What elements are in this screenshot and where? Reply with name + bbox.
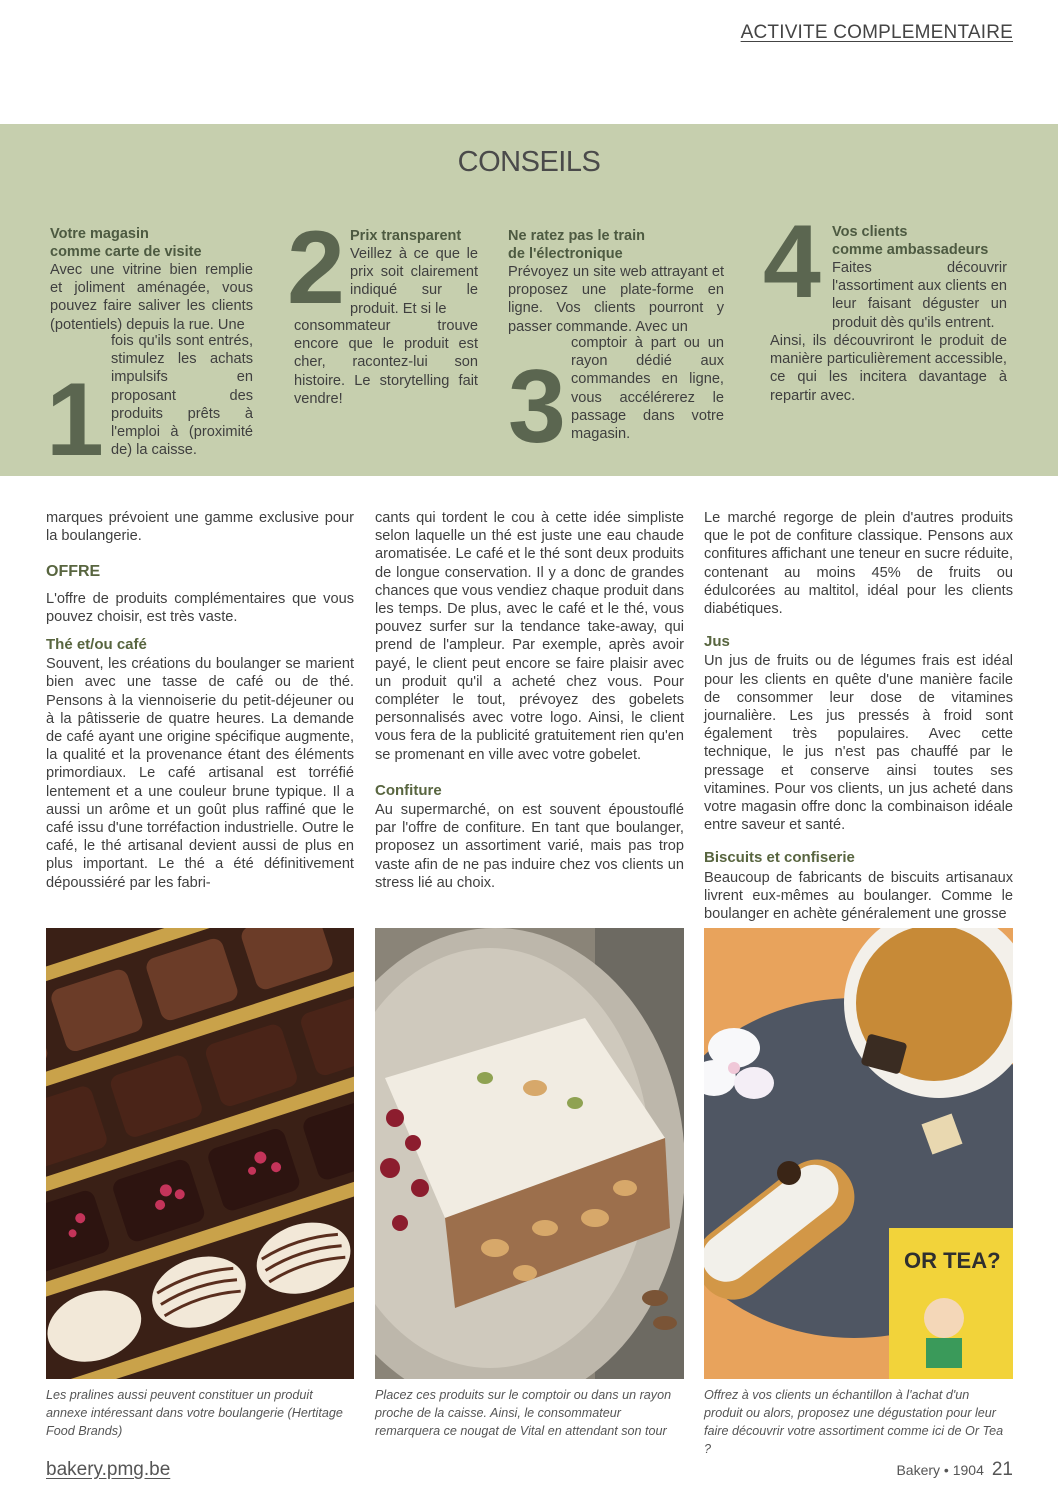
the-cafe-heading: Thé et/ou café (46, 636, 147, 654)
tea-illustration (704, 928, 1013, 1379)
biscuits-text: Beaucoup de fabricants de biscuits artisanaux livrent eux-mêmes au boulanger. Comme le boulanger en achète généralement une grosse (704, 869, 1013, 923)
tip-4-heading-line1: Vos clients (832, 224, 908, 240)
tea-caption: Offrez à vos clients un échantillon à l'achat d'un produit ou alors, proposez une dégustation pour leur faire découvrir votre assortiment comme ici de Or Tea ? (704, 1388, 1004, 1456)
nougat-photo (375, 928, 684, 1379)
pralines-photo (46, 928, 354, 1379)
tips-title: CONSEILS (457, 146, 601, 178)
footer-issue (896, 1459, 1013, 1481)
the-cafe-text: Souvent, les créations du boulanger se marient bien avec une tasse de café ou de thé. Pensons à la viennoiserie du petit-déjeuner ou à la pâtisserie de quatre heures. La demande de café ayant une origine spécifique augmente, la qualité et la provenance étant des éléments primordiaux. Le café artisanal est torréfié lentement et a une couleur brune typique. Il a aussi un arôme et un goût plus raffiné que le café issu d'une torréfaction industrielle. Outre le café, le thé artisanal devient aussi de plus en plus important. Le thé a été définitivement dépoussiéré par les fabri- (46, 656, 354, 891)
issue-label: Bakery • 1904 (896, 1462, 984, 1478)
confiture-heading: Confiture (375, 781, 442, 799)
tip-2-body-side: Veillez à ce que le prix soit clairement indiqué sur le produit. Et si le (350, 246, 478, 317)
tip-1-body-side: fois qu'ils sont entrés, stimulez les achats impulsifs en proposant des produits prêts à l'emploi à (proximité de) la caisse. (111, 333, 253, 459)
article-column-1 (46, 509, 354, 892)
website-link[interactable]: bakery.pmg.be (46, 1459, 171, 1480)
tip-2-heading: Prix transparent (350, 228, 462, 244)
col1-intro: marques prévoient une gamme exclusive pour la boulangerie. (46, 510, 354, 545)
tip-1-heading-line2: comme carte de visite (50, 244, 202, 260)
tip-1-number: 1 (46, 362, 104, 478)
tip-2-body-bottom: consommateur trouve encore que le produit est cher, racontez-lui son histoire. Le storytelling fait vendre! (294, 318, 478, 407)
page-number: 21 (991, 1459, 1013, 1480)
tip-3-body-top: Prévoyez un site web attrayant et proposez une plate-forme en ligne. Vos clients pourront y passer commande. Avec un (508, 264, 724, 335)
col3-text: Le marché regorge de plein d'autres produits que le pot de confiture classique. Pensons aux confitures affichant une teneur en sucre réduite, contenant au moins 45% de fruits ou édulcorées au maltitol, idéal pour les clients diabétiques. (704, 510, 1013, 618)
offre-text: L'offre de produits complémentaires que vous pouvez choisir, est très vaste. (46, 590, 354, 625)
tip-4-heading-line2: comme ambassadeurs (832, 242, 989, 258)
nougat-caption: Placez ces produits sur le comptoir ou dans un rayon proche de la caisse. Ainsi, le consommateur remarquera ce nougat de Vital en attendant son tour (375, 1388, 672, 1438)
confiture-text: Au supermarché, on est souvent époustouflé par l'offre de confiture. En tant que boulanger, proposez un assortiment varié, mais pas trop vaste afin de ne pas induire chez vos clients un stress lié au choix. (375, 802, 684, 891)
col2-text: cants qui tordent le cou à cette idée simpliste selon laquelle un thé est juste une eau chaude aromatisée. Le café et le thé sont deux produits de longue conservation. Il y a donc de grandes chances que vous vendiez chaque produit dans les temps. De plus, avec le café et le thé, vous pouvez surfer sur la tendance take-away, qui prend de l'ampleur. Par exemple, après avoir payé, le client peut encore se faire plaisir avec un produit qu'il a acheté chez vous. Pour compléter le tout, prévoyez des gobelets personnalisés avec votre logo. Ainsi, le client vous fera de la publicité gratuitement rien qu'en se promenant en ville avec votre gobelet. (375, 510, 684, 763)
tip-2 (350, 227, 478, 318)
tip-3 (508, 227, 724, 336)
tip-3-body-side: comptoir à part ou un rayon dédié aux commandes en ligne, vous accélérerez le passage dans votre magasin. (571, 335, 724, 443)
article-column-3 (704, 509, 1013, 923)
tip-4-body-side: Faites découvrir l'assortiment aux clients en leur faisant déguster un produit dès qu'ils entrent. (832, 260, 1007, 331)
pralines-caption: Les pralines aussi peuvent constituer un produit annexe intéressant dans votre boulangerie (Hertitage Food Brands) (46, 1388, 343, 1438)
tip-1-body-top: Avec une vitrine bien remplie et joliment aménagée, vous pouvez faire saliver les clients (potentiels) depuis la rue. Une (50, 262, 253, 333)
biscuits-heading: Biscuits et confiserie (704, 849, 855, 867)
jus-text: Un jus de fruits ou de légumes frais est idéal pour les clients en quête d'une manière facile de consommer leur dose de vitamines journalière. Les jus pressés à froid sont également très populaires. Avec cette technique, le jus n'est pas chauffé par le pressage et conserve ainsi toutes ses vitamines. Pour vos clients, un jus acheté dans votre magasin offre donc la combinaison idéale entre saveur et santé. (704, 653, 1013, 834)
tip-3-number: 3 (508, 349, 566, 465)
offre-heading: OFFRE (46, 563, 101, 581)
pralines-illustration (46, 928, 354, 1379)
tip-4 (832, 223, 1007, 332)
tip-3-heading-line1: Ne ratez pas le train (508, 228, 645, 244)
or-tea-package-brand: OR TEA? (904, 1248, 1001, 1273)
tea-photo (704, 928, 1013, 1379)
tip-2-number: 2 (287, 210, 345, 326)
article-column-2 (375, 509, 684, 892)
jus-heading: Jus (704, 633, 730, 651)
nougat-illustration (375, 928, 684, 1379)
tip-3-heading-line2: de l'électronique (508, 246, 623, 262)
tip-4-number: 4 (763, 204, 821, 320)
section-label: ACTIVITE COMPLEMENTAIRE (740, 22, 1013, 43)
tip-4-body-bottom: Ainsi, ils découvriront le produit de manière particulièrement accessible, ce qui les incitera davantage à repartir avec. (770, 333, 1007, 404)
tip-1-heading-line1: Votre magasin (50, 226, 149, 242)
tip-1 (50, 225, 253, 334)
